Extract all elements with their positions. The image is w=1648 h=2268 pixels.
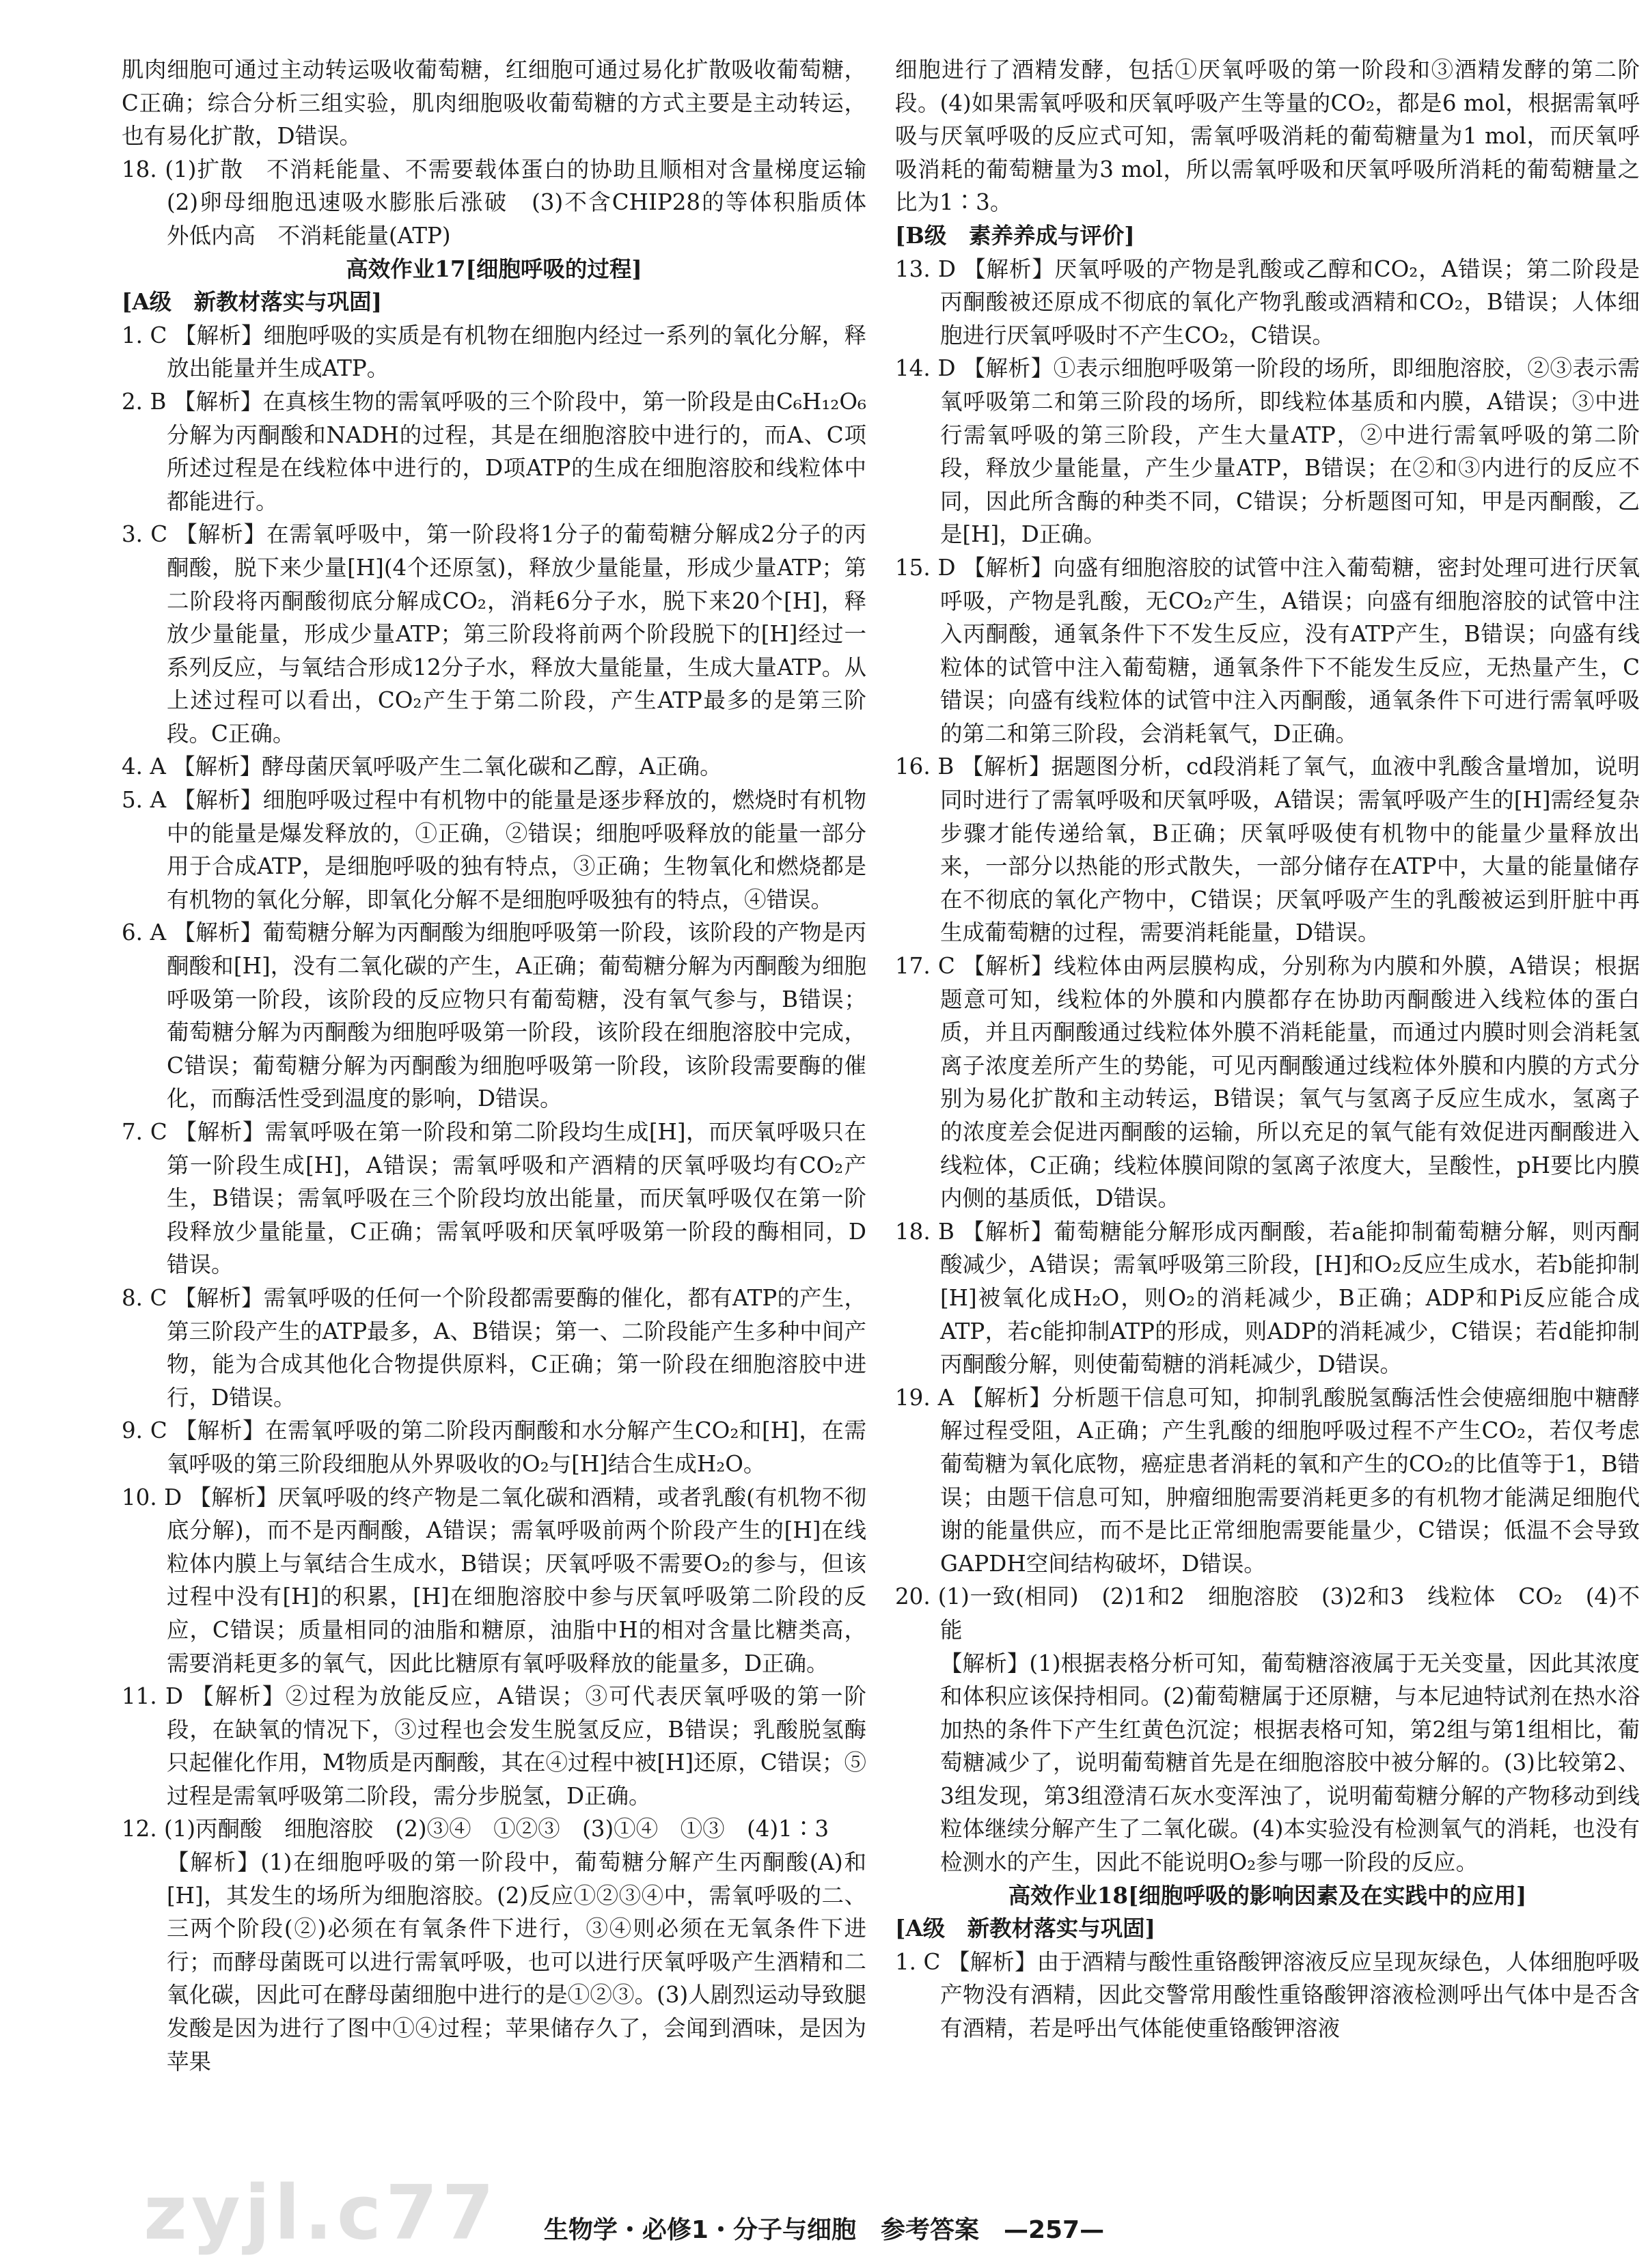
answer-item: 20. (1)一致(相同) (2)1和2 细胞溶胶 (3)2和3 线粒体 CO₂ (4)不能 <box>895 1584 1640 1643</box>
answer-item: 3. C 【解析】在需氧呼吸中，第一阶段将1分子的葡萄糖分解成2分子的丙酮酸，脱下来少量[H](4个还原氢)，释放少量能量，形成少量ATP；第二阶段将丙酮酸彻底分解成CO₂，消耗6分子水，脱下来20个[H]，释放少量能量，形成少量ATP；第三阶段将前两个阶段脱下的[H]经过一系列反应，与氧结合形成12分子水，释放大量能量，生成大量ATP。从上述过程可以看出，CO₂产生于第二阶段，产生ATP最多的是第三阶段。C正确。 <box>122 521 866 747</box>
section-title: 高效作业17[细胞呼吸的过程] <box>346 255 642 282</box>
answer-item: 1. C 【解析】由于酒精与酸性重铬酸钾溶液反应呈现灰绿色，人体细胞呼吸产物没有酒精，因此交警常用酸性重铬酸钾溶液检测呼出气体中是否含有酒精，若是呼出气体能使重铬酸钾溶液 <box>895 1948 1640 2042</box>
left-column <box>122 53 889 2078</box>
answer-paragraph: 肌肉细胞可通过主动转运吸收葡萄糖，红细胞可通过易化扩散吸收葡萄糖，C正确；综合分析三组实验，肌肉细胞吸收葡萄糖的方式主要是主动转运，也有易化扩散，D错误。 <box>122 57 866 150</box>
answer-item: 17. C 【解析】线粒体由两层膜构成，分别称为内膜和外膜，A错误；根据题意可知，线粒体的外膜和内膜都存在协助丙酮酸进入线粒体的蛋白质，并且丙酮酸通过线粒体外膜不消耗能量，而通过内膜时则会消耗氢离子浓度差所产生的势能，可见丙酮酸通过线粒体外膜和内膜的方式分别为易化扩散和主动转运，B错误；氧气与氢离子反应生成水，氢离子的浓度差会促进丙酮酸的运输，所以充足的氧气能有效促进丙酮酸进入线粒体，C正确；线粒体膜间隙的氢离子浓度大，呈酸性，pH要比内膜内侧的基质低，D错误。 <box>895 953 1640 1212</box>
answer-item: 16. B 【解析】据题图分析，cd段消耗了氧气，血液中乳酸含量增加，说明同时进行了需氧呼吸和厌氧呼吸，A错误；需氧呼吸产生的[H]需经复杂步骤才能传递给氧，B正确；厌氧呼吸使有机物中的能量少量释放出来，一部分以热能的形式散失，一部分储存在ATP中，大量的能量储存在不彻底的氧化产物中，C错误；厌氧呼吸产生的乳酸被运到肝脏中再生成葡萄糖的过程，需要消耗能量，D错误。 <box>895 753 1640 946</box>
analysis-paragraph: 【解析】(1)在细胞呼吸的第一阶段中，葡萄糖分解产生丙酮酸(A)和[H]，其发生的场所为细胞溶胶。(2)反应①②③④中，需氧呼吸的二、三两个阶段(②)必须在有氧条件下进行，③④则必须在无氧条件下进行；而酵母菌既可以进行需氧呼吸，也可以进行厌氧呼吸产生酒精和二氧化碳，因此可在酵母菌细胞中进行的是①②③。(3)人剧烈运动导致腿发酸是因为进行了图中①④过程；苹果储存久了，会闻到酒味，是因为苹果 <box>167 1849 866 2075</box>
answer-item: 1. C 【解析】细胞呼吸的实质是有机物在细胞内经过一系列的氧化分解，释放出能量并生成ATP。 <box>122 322 866 382</box>
answer-item: 19. A 【解析】分析题干信息可知，抑制乳酸脱氢酶活性会使癌细胞中糖酵解过程受阻，A正确；产生乳酸的细胞呼吸过程不产生CO₂，若仅考虑葡萄糖为氧化底物，癌症患者消耗的氧和产生的CO₂的比值等于1，B错误；由题干信息可知，肿瘤细胞需要消耗更多的有机物才能满足细胞代谢的能量供应，而不是比正常细胞需要能量少，C错误；低温不会导致GAPDH空间结构破坏，D错误。 <box>895 1384 1640 1577</box>
answer-item: 13. D 【解析】厌氧呼吸的产物是乳酸或乙醇和CO₂，A错误；第二阶段是丙酮酸被还原成不彻底的氧化产物乳酸或酒精和CO₂，B错误；人体细胞进行厌氧呼吸时不产生CO₂，C错误。 <box>895 255 1640 348</box>
answer-item: 5. A 【解析】细胞呼吸过程中有机物中的能量是逐步释放的，燃烧时有机物中的能量是爆发释放的，①正确，②错误；细胞呼吸释放的能量一部分用于合成ATP，是细胞呼吸的独有特点，③正确；生物氧化和燃烧都是有机物的氧化分解，即氧化分解不是细胞呼吸独有的特点，④错误。 <box>122 787 866 913</box>
level-heading: [B级 素养养成与评价] <box>895 221 1135 249</box>
answer-item: 9. C 【解析】在需氧呼吸的第二阶段丙酮酸和水分解产生CO₂和[H]，在需氧呼吸的第三阶段细胞从外界吸收的O₂与[H]结合生成H₂O。 <box>122 1418 866 1477</box>
answer-item: 6. A 【解析】葡萄糖分解为丙酮酸为细胞呼吸第一阶段，该阶段的产物是丙酮酸和[H]，没有二氧化碳的产生，A正确；葡萄糖分解为丙酮酸为细胞呼吸第一阶段，该阶段的反应物只有葡萄糖，没有氧气参与，B错误；葡萄糖分解为丙酮酸为细胞呼吸第一阶段，该阶段在细胞溶胶中完成，C错误；葡萄糖分解为丙酮酸为细胞呼吸第一阶段，该阶段需要酶的催化，而酶活性受到温度的影响，D错误。 <box>122 919 866 1112</box>
answer-item: 14. D 【解析】①表示细胞呼吸第一阶段的场所，即细胞溶胶，②③表示需氧呼吸第二和第三阶段的场所，即线粒体基质和内膜，A错误；③中进行需氧呼吸的第三阶段，产生大量ATP，②中进行需氧呼吸的第二阶段，释放少量能量，产生少量ATP，B错误；在②和③内进行的反应不同，因此所含酶的种类不同，C错误；分析题图可知，甲是丙酮酸，乙是[H]，D正确。 <box>895 355 1640 548</box>
answer-item: 10. D 【解析】厌氧呼吸的终产物是二氧化碳和酒精，或者乳酸(有机物不彻底分解)，而不是丙酮酸，A错误；需氧呼吸前两个阶段产生的[H]在线粒体内膜上与氧结合生成水，B错误；厌氧呼吸不需要O₂的参与，但该过程中没有[H]的积累，[H]在细胞溶胶中参与厌氧呼吸第二阶段的反应，C错误；质量相同的油脂和糖原，油脂中H的相对含量比糖类高，需要消耗更多的氧气，因此比糖原有氧呼吸释放的能量多，D正确。 <box>122 1484 866 1676</box>
answer-item: 2. B 【解析】在真核生物的需氧呼吸的三个阶段中，第一阶段是由C₆H₁₂O₆分解为丙酮酸和NADH的过程，其是在细胞溶胶中进行的，而A、C项所述过程是在线粒体中进行的，D项ATP的生成在细胞溶胶和线粒体中都能进行。 <box>122 388 866 514</box>
answer-item: 8. C 【解析】需氧呼吸的任何一个阶段都需要酶的催化，都有ATP的产生，第三阶段产生的ATP最多，A、B错误；第一、二阶段能产生多种中间产物，能为合成其他化合物提供原料，C正确；第一阶段在细胞溶胶中进行，D错误。 <box>122 1284 866 1411</box>
analysis-paragraph: 【解析】(1)根据表格分析可知，葡萄糖溶液属于无关变量，因此其浓度和体积应该保持相同。(2)葡萄糖属于还原糖，与本尼迪特试剂在热水浴加热的条件下产生红黄色沉淀；根据表格可知，第2组与第1组相比，葡萄糖减少了，说明葡萄糖首先是在细胞溶胶中被分解的。(3)比较第2、3组发现，第3组澄清石灰水变浑浊了，说明葡萄糖分解的产物移动到线粒体继续分解产生了二氧化碳。(4)本实验没有检测氧气的消耗，也没有检测水的产生，因此不能说明O₂参与哪一阶段的反应。 <box>940 1650 1640 1876</box>
level-heading: [A级 新教材落实与巩固] <box>895 1915 1155 1942</box>
answer-item: 11. D 【解析】②过程为放能反应，A错误；③可代表厌氧呼吸的第一阶段，在缺氧的情况下，③过程也会发生脱氢反应，B错误；乳酸脱氢酶只起催化作用，M物质是丙酮酸，其在④过程中被[H]还原，C错误；⑤过程是需氧呼吸第二阶段，需分步脱氢，D正确。 <box>122 1683 866 1809</box>
level-heading: [A级 新教材落实与巩固] <box>122 288 382 316</box>
answer-item: 4. A 【解析】酵母菌厌氧呼吸产生二氧化碳和乙醇，A正确。 <box>122 753 722 780</box>
answer-item: 18. (1)扩散 不消耗能量、不需要载体蛋白的协助且顺相对含量梯度运输 (2)卵母细胞迅速吸水膨胀后涨破 (3)不含CHIP28的等体积脂质体 外低内高 不消耗能量(ATP) <box>122 156 889 249</box>
answer-item: 18. B 【解析】葡萄糖能分解形成丙酮酸，若a能抑制葡萄糖分解，则丙酮酸减少，A错误；需氧呼吸第三阶段，[H]和O₂反应生成水，若b能抑制[H]被氧化成H₂O，则O₂的消耗减少，B正确；ADP和Pi反应能合成ATP，若c能抑制ATP的形成，则ADP的消耗减少，C错误；若d能抑制丙酮酸分解，则使葡萄糖的消耗减少，D错误。 <box>895 1218 1640 1378</box>
watermark: zyjl.c77 <box>143 2169 499 2256</box>
answer-item: 15. D 【解析】向盛有细胞溶胶的试管中注入葡萄糖，密封处理可进行厌氧呼吸，产物是乳酸，无CO₂产生，A错误；向盛有细胞溶胶的试管中注入丙酮酸，通氧条件下不发生反应，没有ATP产生，B错误；向盛有线粒体的试管中注入葡萄糖，通氧条件下不能发生反应，无热量产生，C错误；向盛有线粒体的试管中注入丙酮酸，通氧条件下可进行需氧呼吸的第二和第三阶段，会消耗氧气，D正确。 <box>895 554 1640 747</box>
answer-item: 7. C 【解析】需氧呼吸在第一阶段和第二阶段均生成[H]，而厌氧呼吸只在第一阶段生成[H]，A错误；需氧呼吸和产酒精的厌氧呼吸均有CO₂产生，B错误；需氧呼吸在三个阶段均放出能量，而厌氧呼吸仅在第一阶段释放少量能量，C正确；需氧呼吸和厌氧呼吸第一阶段的酶相同，D错误。 <box>122 1119 866 1278</box>
answer-item: 12. (1)丙酮酸 细胞溶胶 (2)③④ ①②③ (3)①④ ①③ (4)1∶3 <box>122 1816 829 1842</box>
answer-paragraph: 细胞进行了酒精发酵，包括①厌氧呼吸的第一阶段和③酒精发酵的第二阶段。(4)如果需氧呼吸和厌氧呼吸产生等量的CO₂，都是6 mol，根据需氧呼吸与厌氧呼吸的反应式可知，需氧呼吸消耗的葡萄糖量为1 mol，而厌氧呼吸消耗的葡萄糖量为3 mol，所以需氧呼吸和厌氧呼吸所消耗的葡萄糖量之比为1∶3。 <box>895 57 1640 216</box>
right-column <box>895 53 1640 2045</box>
page-footer: 生物学・必修1・分子与细胞 参考答案 —257— <box>543 2216 1105 2244</box>
section-title: 高效作业18[细胞呼吸的影响因素及在实践中的应用] <box>1008 1881 1527 1909</box>
